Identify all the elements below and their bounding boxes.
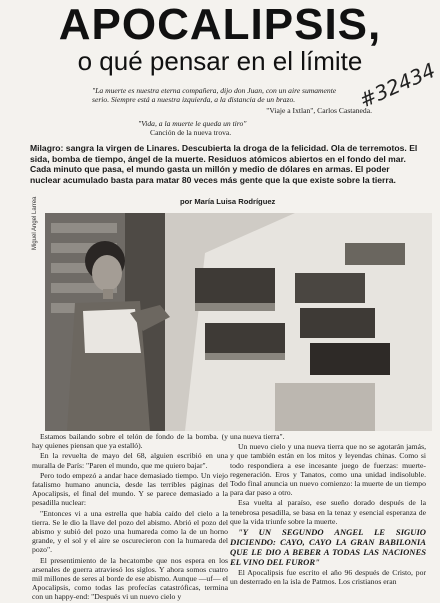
paragraph: En la revuelta de mayo del 68, alguien escribió en una muralla de París: "Paren el mundo, que me quiero bajar". bbox=[32, 451, 228, 470]
article-title: APOCALIPSIS, bbox=[58, 0, 382, 49]
paragraph: Un nuevo cielo y una nueva tierra que no se agotarán jamás, y que también están en los mitos y leyendas chinas. Como si todo respondiera a ese incesante juego de fuerzas: muerte-regeneración. Eros y Tanatos, como una unidad indisoluble. Todo final anuncia un nuevo comienzo: la muerte de un tiempo para dar paso a otro. bbox=[230, 442, 426, 498]
epigraph-quote: "La muerte es nuestra eterna compañera, dijo don Juan, con un aire sumamente serio. Siempre está a nuestra izquierda, a la distancia de un brazo. bbox=[92, 86, 337, 104]
epigraph-attribution: Canción de la nueva trova. bbox=[150, 128, 232, 137]
lead-paragraph: Milagro: sangra la virgen de Linares. Descubierta la droga de la felicidad. Ola de terremotos. El sida, bomba de tiempo, ángel de la muerte. Residuos atómicos abiertos en el fondo del mar. Cada minuto que pasa, el mundo gasta un millón y medio de dólares en armas. El poder nuclear acumulado basta para matar 80 veces más gente que la que existe sobre la tierra. bbox=[30, 143, 418, 185]
photo-credit: Miguel Angel Larrea bbox=[32, 196, 38, 250]
paragraph: El presentimiento de la hecatombe que nos espera en los arsenales de guerra atraviesó los siglos. Y ahora somos cuatro mil millones de seres al borde de ese abismo. Aunque —uf— el Apocalipsis, como todas las profecías catastróficas, termina con un happy-end: "Después vi un nuevo cielo y bbox=[32, 555, 228, 602]
paragraph: Estamos bailando sobre el telón de fondo de la bomba. (y hay quienes piensan que ya estalló). bbox=[32, 432, 228, 451]
text-column-right bbox=[230, 432, 426, 587]
epigraph-quote: "Vida, a la muerte le queda un tiro" bbox=[138, 119, 247, 128]
pull-quote: "Y UN SEGUNDO ANGEL LE SIGUIO DICIENDO: CAYO, CAYO LA GRAN BABILONIA QUE LE DIO A BEBER A TODAS LAS NACIONES EL VINO DEL FUROR" bbox=[230, 527, 426, 568]
photo-illustration bbox=[45, 213, 432, 431]
article-photo bbox=[45, 213, 432, 431]
handwritten-annotation: #32434 bbox=[355, 57, 439, 113]
paragraph: El Apocalipsis fue escrito el año 96 después de Cristo, por un desterrado en la isla de Patmos. Los cristianos eran bbox=[230, 568, 426, 587]
text-column-left bbox=[32, 432, 228, 603]
byline: por María Luisa Rodríguez bbox=[180, 197, 276, 206]
paragraph: una nueva tierra". bbox=[230, 432, 285, 441]
paragraph: Pero todo empezó a andar hace demasiado tiempo. Un viejo fatalismo humano anuncia, desde las terribles páginas del Apocalipsis, el final del mundo. Y se parece demasiado a la pesadilla nuclear: bbox=[32, 470, 228, 508]
paragraph: "Entonces vi a una estrella que había caído del cielo a la tierra. Se le dio la llave del pozo del abismo. Abrió el pozo del abismo y subió del pozo una humareda como la de un horno grande, y el sol y el aire se oscurecieron con la humareda del pozo". bbox=[32, 508, 228, 555]
article-subtitle: o qué pensar en el límite bbox=[77, 46, 363, 76]
epigraph-attribution: "Viaje a Ixtlan", Carlos Castaneda. bbox=[266, 106, 372, 115]
paragraph: Esa vuelta al paraíso, ese sueño dorado después de la tenebrosa pesadilla, se basa en la tenaz y esencial esperanza de que la vida triunfe sobre la muerte. bbox=[230, 498, 426, 526]
